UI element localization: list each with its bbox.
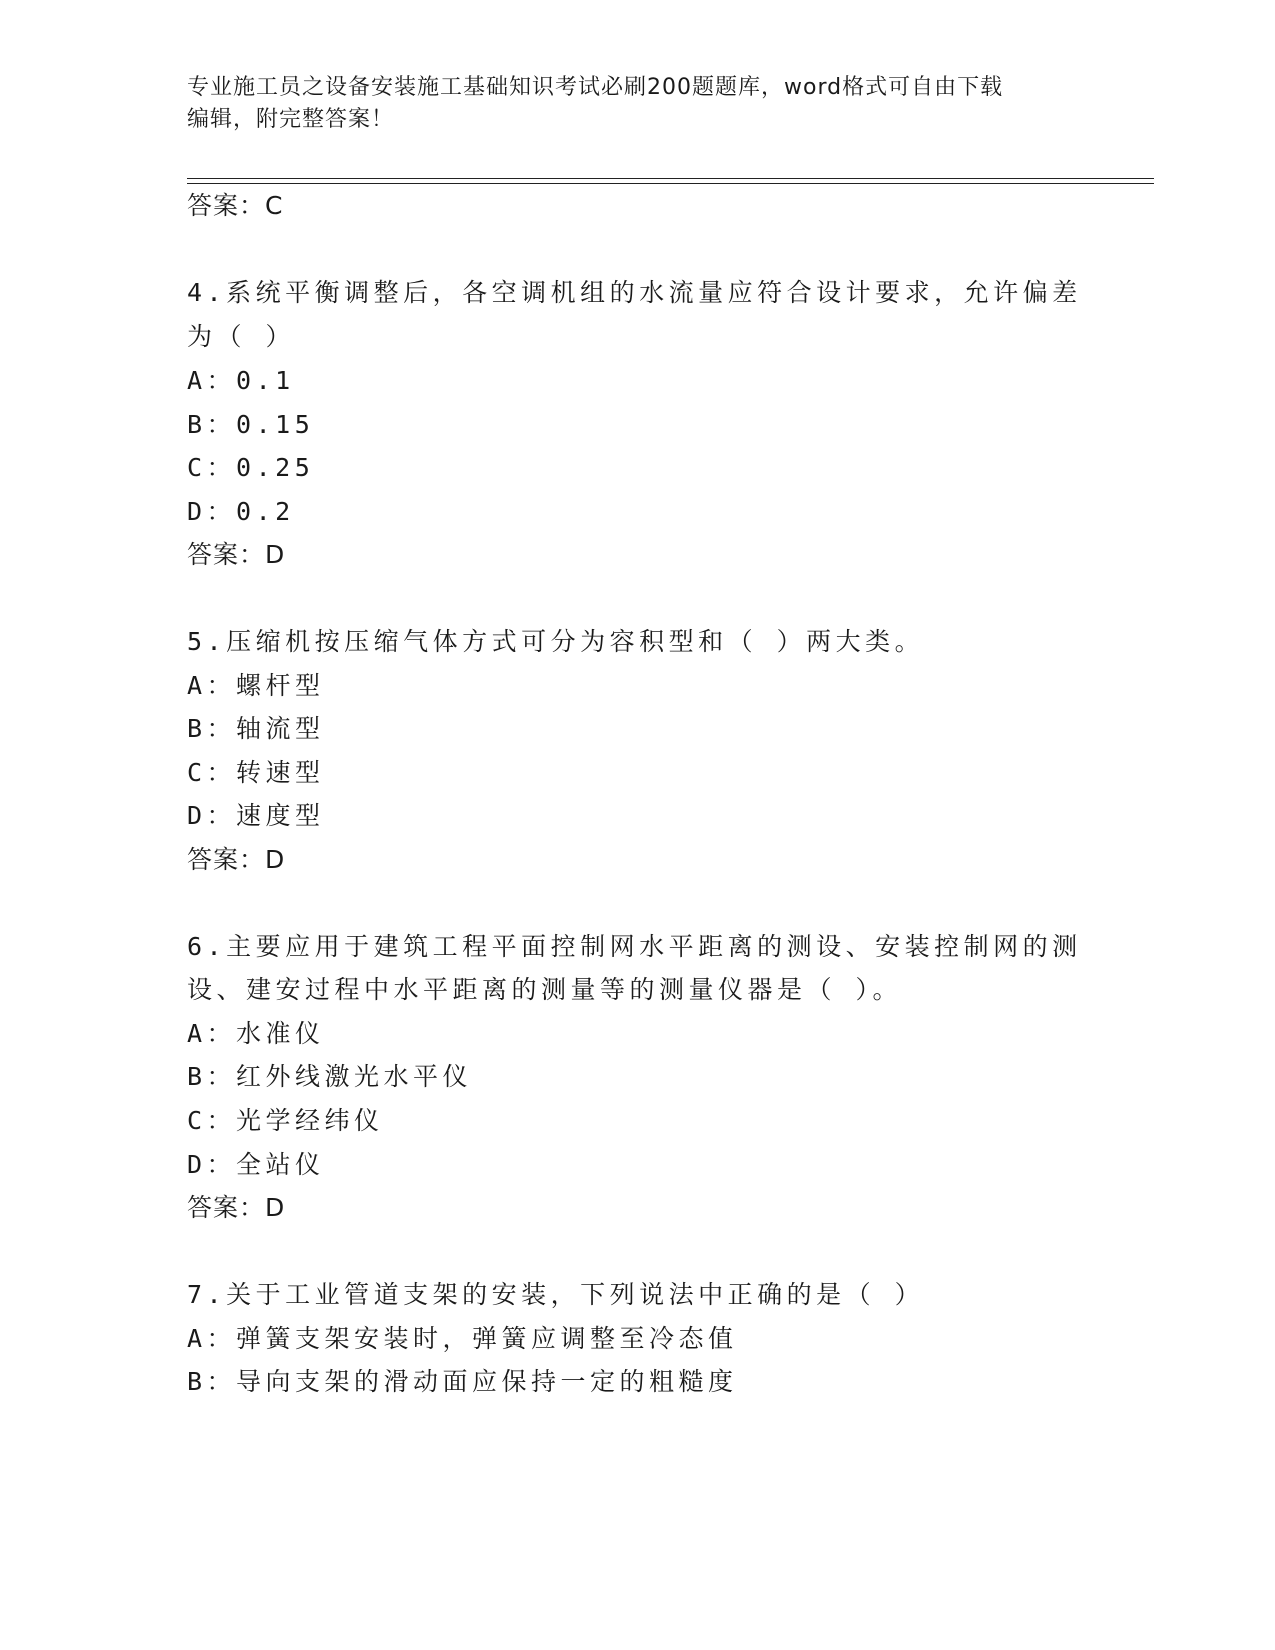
q6-option-d: D：全站仪 — [187, 1150, 325, 1179]
q5-option-b: B：轴流型 — [187, 714, 325, 743]
q4-option-d: D：0.2 — [187, 497, 295, 526]
q5-answer: 答案：D — [187, 845, 286, 874]
q4-stem-line-1: 4.系统平衡调整后，各空调机组的水流量应符合设计要求，允许偏差 — [187, 278, 1082, 307]
q5-option-c: C：转速型 — [187, 758, 325, 787]
q6-option-b: B：红外线激光水平仪 — [187, 1062, 473, 1091]
q5-stem-line-1: 5.压缩机按压缩气体方式可分为容积型和（ ）两大类。 — [187, 627, 925, 656]
header-divider-top — [187, 178, 1154, 179]
q5-option-d: D：速度型 — [187, 801, 325, 830]
q6-option-a: A：水准仪 — [187, 1019, 325, 1048]
q6-stem-line-2: 设、建安过程中水平距离的测量等的测量仪器是（ ）。 — [187, 975, 903, 1004]
q7-option-b: B：导向支架的滑动面应保持一定的粗糙度 — [187, 1367, 738, 1396]
q6-stem-line-1: 6.主要应用于建筑工程平面控制网水平距离的测设、安装控制网的测 — [187, 932, 1082, 961]
q6-answer: 答案：D — [187, 1193, 286, 1222]
q6-option-c: C：光学经纬仪 — [187, 1106, 384, 1135]
header-title-line-2: 编辑，附完整答案！ — [187, 107, 395, 132]
previous-answer: 答案：C — [187, 191, 284, 220]
document-header — [187, 72, 1087, 136]
q4-option-b: B：0.15 — [187, 410, 315, 439]
header-divider-bottom — [187, 183, 1154, 184]
q7-option-a: A：弹簧支架安装时，弹簧应调整至冷态值 — [187, 1324, 738, 1353]
q4-answer: 答案：D — [187, 540, 286, 569]
header-title-line-1: 专业施工员之设备安装施工基础知识考试必刷200题题库，word格式可自由下载 — [187, 75, 1004, 100]
q7-stem-line-1: 7.关于工业管道支架的安装，下列说法中正确的是（ ） — [187, 1280, 925, 1309]
q4-option-a: A：0.1 — [187, 366, 295, 395]
q4-option-c: C：0.25 — [187, 453, 315, 482]
q4-stem-line-2: 为（ ） — [187, 322, 296, 351]
q5-option-a: A：螺杆型 — [187, 671, 325, 700]
